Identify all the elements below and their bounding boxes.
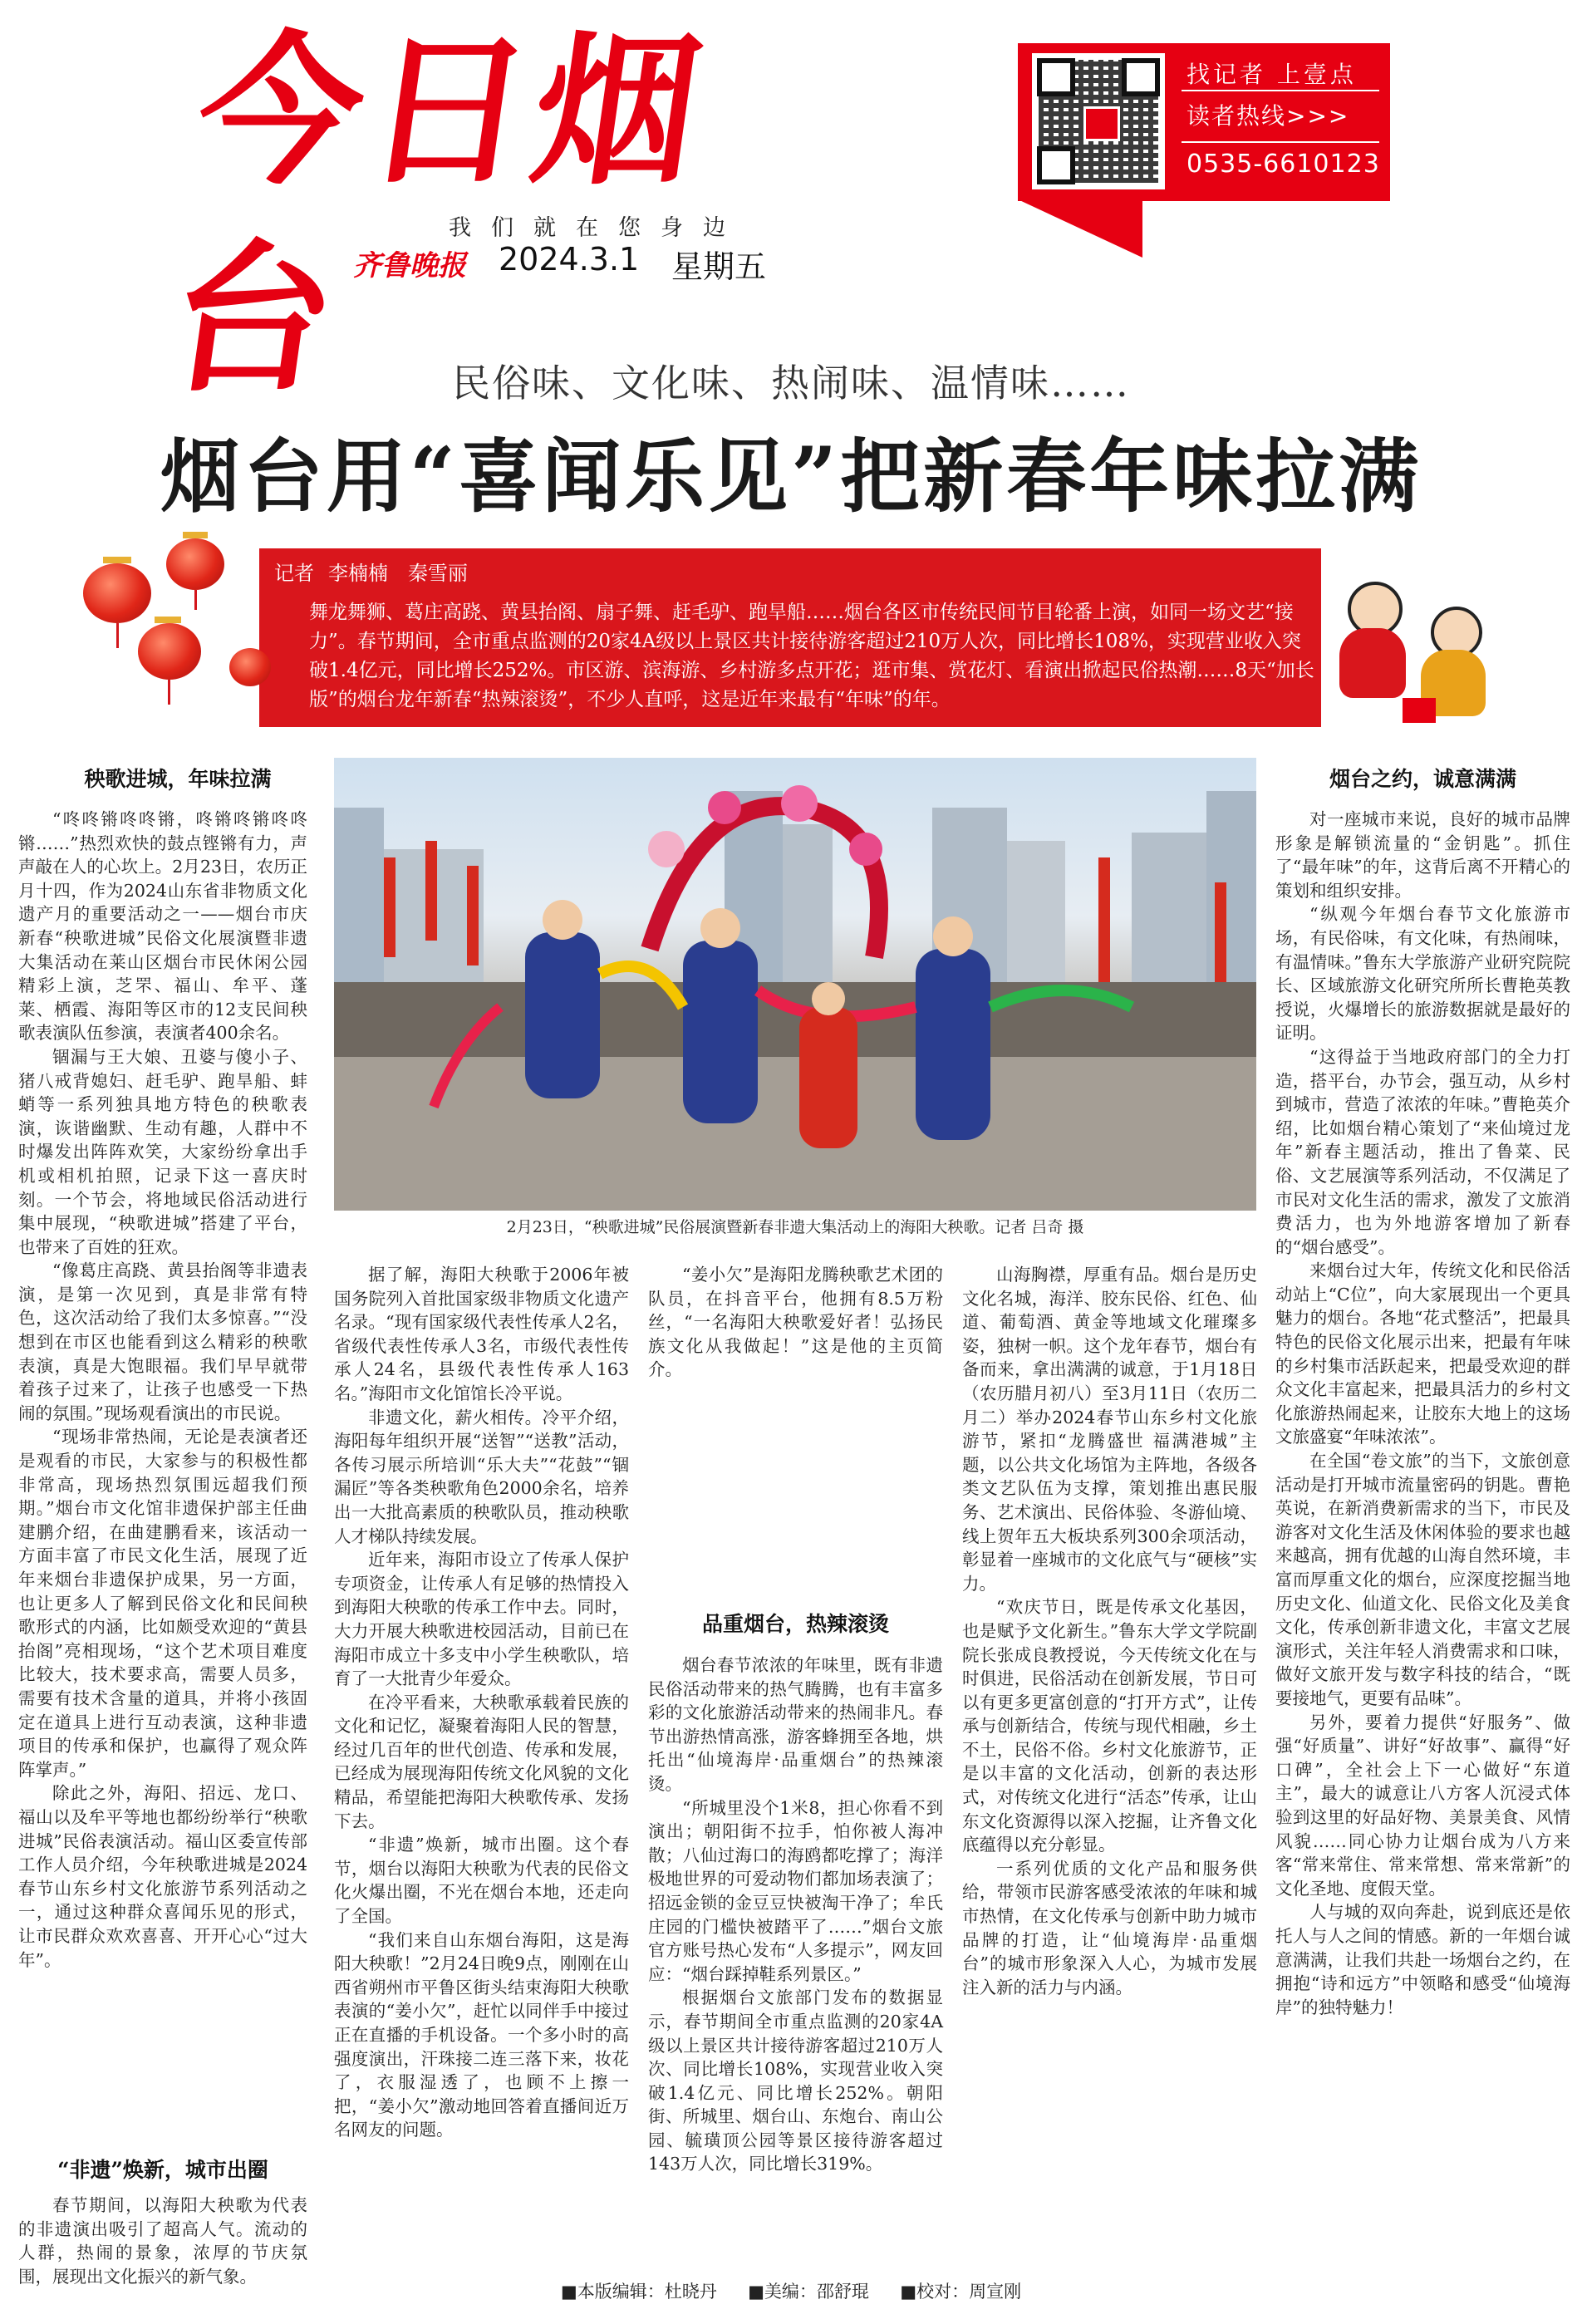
section-heading-pinzhong: 品重烟台，热辣滚烫 — [701, 1612, 889, 1636]
paragraph: “姜小欠”是海阳龙腾秧歌艺术团的队员，在抖音平台，他拥有8.5万粉丝，“一名海阳大秧歌爱好者！弘扬民族文化从我做起！”这是他的主页简介。 — [648, 1265, 943, 1380]
reporter-names: 李楠楠 秦雪丽 — [328, 562, 468, 585]
photo-caption: 2月23日，“秧歌进城”民俗展演暨新春非遗大集活动上的海阳大秧歌。记者 吕奇 摄 — [506, 1218, 1084, 1236]
paragraph: 烟台春节浓浓的年味里，既有非遗民俗活动带来的热气腾腾，也有丰富多彩的文化旅游活动带来的热闹非凡。春节出游热情高涨，游客蜂拥至各地，烘托出“仙境海岸·品重烟台”的热辣滚烫。 — [648, 1655, 943, 1794]
article-kicker: 民俗味、文化味、热闹味、温情味…… — [452, 361, 1130, 405]
paragraph: 近年来，海阳市设立了传承人保护专项资金，让传承人有足够的热情投入到海阳大秧歌的传承工作中去。同时，大力开展大秧歌进校园活动，目前已在海阳市成立十多支中小学生秧歌队，培育了一大批青少年爱众。 — [334, 1550, 629, 1689]
section-body-feiyi-cont — [648, 1263, 943, 1587]
hotline-reporter: 找记者 上壹点 — [1186, 61, 1357, 88]
section-body-yangge — [18, 808, 307, 2108]
masthead-slogan: 我们就在您身边 — [449, 215, 745, 241]
paragraph: 一系列优质的文化产品和服务供给，带领市民游客感受浓浓的年味和城市热情，在文化传承与创新中助力城市品牌的打造，让“仙境海岸·品重烟台”的城市形象深入人心，为城市发展注入新的活力与内涵。 — [962, 1858, 1257, 1997]
paragraph: 除此之外，海阳、招远、龙口、福山以及牟平等地也都纷纷举行“秧歌进城”民俗表演活动。福山区委宣传部工作人员介绍，今年秧歌进城是2024春节山东乡村文化旅游节系列活动之一，通过这种群众喜闻乐见的形式，让市民群众欢欢喜喜、开开心心“过大年”。 — [18, 1783, 307, 1970]
footer-designer: ■美编：邵舒琨 — [748, 2282, 869, 2302]
paragraph: 锢漏与王大娘、丑婆与傻小子、猪八戒背媳妇、赶毛驴、跑旱船、蚌蛸等一系列独具地方特色的秧歌表演，诙谐幽默、生动有趣，人群中不时爆发出阵阵欢笑，大家纷纷拿出手机或相机拍照，记录下这一喜庆时刻。一个节会，将地域民俗活动进行集中展现，“秧歌进城”搭建了平台，也带来了百姓的狂欢。 — [18, 1046, 307, 1257]
paragraph: “欢庆节日，既是传承文化基因，也是赋予文化新生。”鲁东大学文学院副院长张成良教授说，今天传统文化在与时俱进，民俗活动在创新发展，节日可以有更多更富创意的“打开方式”，让传承与创新结合，传统与现代相融，乡土不土，民俗不俗。乡村文化旅游节，正是以丰富的文化活动，创新的表达形式，对传统文化进行“活态”传承，让山东文化资源得以深入挖掘，让齐鲁文化底蕴得以充分彰显。 — [962, 1597, 1257, 1855]
hotline-divider — [1182, 90, 1379, 91]
paper-name: 齐鲁晚报 — [353, 249, 466, 283]
section-heading-yanzhiyue: 烟台之约，诚意满满 — [1329, 767, 1516, 791]
section-body-feiyi-start — [18, 2194, 307, 2287]
new-year-kids-decoration-icon — [1323, 573, 1514, 731]
hotline-box-tail — [1018, 199, 1142, 258]
issue-date: 2024.3.1 — [499, 241, 640, 278]
section-heading-yangge: 秧歌进城，年味拉满 — [84, 767, 272, 791]
qr-code-icon[interactable] — [1032, 53, 1165, 189]
paragraph: 来烟台过大年，传统文化和民俗活动站上“C位”，向大家展现出一个更具魅力的烟台。各地“花式整活”，把最具特色的民俗文化展示出来，把最有年味的乡村集市活跃起来，把最受欢迎的群众文化丰富起来，把最具活力的乡村文化旅游热闹起来，让胶东大地上的这场文旅盛宴“年味浓浓”。 — [1275, 1260, 1570, 1447]
issue-weekday: 星期五 — [671, 248, 767, 285]
reporter-label: 记者 — [274, 562, 314, 585]
paragraph: “纵观今年烟台春节文化旅游市场，有民俗味，有文化味，有热闹味，有温情味。”鲁东大学旅游产业研究院院长、区域旅游文化研究所所长曹艳英教授说，火爆增长的旅游数据就是最好的证明。 — [1275, 904, 1570, 1044]
paragraph: 春节期间，以海阳大秧歌为代表的非遗演出吸引了超高人气。流动的人群，热闹的景象，浓厚的节庆氛围，展现出文化振兴的新气象。 — [18, 2195, 307, 2287]
paragraph: “非遗”焕新，城市出圈。这个春节，烟台以海阳大秧歌为代表的民俗文化火爆出圈，不光在烟台本地，还走向了全国。 — [334, 1835, 629, 1927]
paragraph: “咚咚锵咚咚锵，咚锵咚锵咚咚锵……”热烈欢快的鼓点铿锵有力，声声敲在人的心坎上。2月23日，农历正月十四，作为2024山东省非物质文化遗产月的重要活动之一——烟台市庆新春“秧歌进城”民俗文化展演暨非遗大集活动在莱山区烟台市民休闲公园精彩上演，芝罘、福山、牟平、蓬莱、栖霞、海阳等区市的12支民间秧歌表演队伍参演，表演者400余名。 — [18, 809, 307, 1044]
section-body-pinzhong — [648, 1653, 943, 2227]
photo-yangge-performance — [334, 758, 1256, 1211]
paragraph: 根据烟台文旅部门发布的数据显示，春节期间全市重点监测的20家4A级以上景区共计接待游客超过210万人次、同比增长108%，实现营业收入突破1.4亿元、同比增长252%。朝阳街、所城里、烟台山、东炮台、南山公园、毓璜顶公园等景区接待游客超过143万人次，同比增长319%。 — [648, 1987, 943, 2174]
section-body-pinzhong-cont — [962, 1263, 1257, 2227]
paragraph: “这得益于当地政府部门的全力打造，搭平台，办节会，强互动，从乡村到城市，营造了浓浓的年味。”曹艳英介绍，比如烟台精心策划了“来仙境过龙年”新春主题活动，推出了鲁菜、民俗、文艺展演等系列活动，不仅满足了市民对文化生活的需求，激发了文旅消费活力，也为外地游客增加了新春的“烟台感受”。 — [1275, 1046, 1570, 1257]
article-lead: 舞龙舞狮、葛庄高跷、黄县抬阁、扇子舞、赶毛驴、跑旱船……烟台各区市传统民间节目轮番上演，如同一场文艺“接力”。春节期间，全市重点监测的20家4A级以上景区共计接待游客超过210万人次，同比增长108%，实现营业收入突破1.4亿元，同比增长252%。市区游、滨海游、乡村游多点开花；逛市集、赏花灯、看演出掀起民俗热潮……8天“加长版”的烟台龙年新春“热辣滚烫”，不少人直呼，这是近年来最有“年味”的年。 — [309, 602, 1314, 710]
paragraph: “现场非常热闹，无论是表演者还是观看的市民，大家参与的积极性都非常高，现场热烈氛围远超我们预期。”烟台市文化馆非遗保护部主任曲建鹏介绍，在曲建鹏看来，该活动一方面丰富了市民文化生活，展现了近年来烟台非遗保护成果，另一方面，也让更多人了解到民俗文化和民间秧歌形式的内涵，比如颇受欢迎的“黄县抬阁”亮相现场，“这个艺术项目难度比较大，技术要求高，需要人员多，需要有技术含量的道具，并将小孩固定在道具上进行互动表演，这种非遗项目的传承和保护，也赢得了观众阵阵掌声。” — [18, 1427, 307, 1780]
paragraph: “像葛庄高跷、黄县抬阁等非遗表演，是第一次见到，真是非常有特色，这次活动给了我们太多惊喜。”“没想到在市区也能看到这么精彩的秧歌表演，真是大饱眼福。我们早早就带着孩子过来了，让孩子也感受一下热闹的氛围。”现场观看演出的市民说。 — [18, 1260, 307, 1423]
footer-editor: ■本版编辑：杜晓丹 — [560, 2282, 717, 2302]
section-heading-feiyi: “非遗”焕新，城市出圈 — [57, 2158, 268, 2182]
paragraph: 据了解，海阳大秧歌于2006年被国务院列入首批国家级非物质文化遗产名录。“现有国家级代表性传承人2名，省级代表性传承人3名，市级代表性传承人24名，县级代表性传承人163名。”海阳市文化馆馆长冷平说。 — [334, 1265, 629, 1403]
paragraph: 在冷平看来，大秧歌承载着民族的文化和记忆，凝聚着海阳人民的智慧，经过几百年的世代创造、传承和发展，已经成为展现海阳传统文化风貌的文化精品，希望能把海阳大秧歌传承、发扬下去。 — [334, 1692, 629, 1831]
section-body-yanzhiyue — [1275, 808, 1570, 2228]
masthead-title: 今日烟台 — [156, 17, 717, 415]
paragraph: 山海胸襟，厚重有品。烟台是历史文化名城，海洋、胶东民俗、红色、仙道、葡萄酒、黄金等地域文化璀璨多姿，独树一帜。这个龙年春节，烟台有备而来，拿出满满的诚意，于1月18日（农历腊月初八）至3月11日（农历二月二）举办2024春节山东乡村文化旅游节，紧扣“龙腾盛世 福满港城”主题，以公共文化场馆为主阵地，各级各类文艺队伍为支撑，策划推出惠民服务、艺术演出、民俗体验、冬游仙境、线上贺年五大板块系列300余项活动，彰显着一座城市的文化底气与“硬核”实力。 — [962, 1265, 1257, 1594]
paragraph: 对一座城市来说，良好的城市品牌形象是解锁流量的“金钥匙”。抓住了“最年味”的年，这背后离不开精心的策划和组织安排。 — [1275, 809, 1570, 901]
lantern-decoration-icon — [66, 523, 266, 731]
paragraph: 另外，要着力提供“好服务”、做强“好质量”、讲好“好故事”、赢得“好口碑”，全社会上下一心做好“东道主”，最大的诚意让八方客人沉浸式体验到这里的好品好物、美景美食、风情风貌……同心协力让烟台成为八方来客“常来常住、常来常想、常来常新”的文化圣地、度假天堂。 — [1275, 1712, 1570, 1899]
hotline-label: 读者热线>>> — [1186, 102, 1350, 130]
hotline-divider — [1182, 141, 1379, 143]
paragraph: 在全国“卷文旅”的当下，文旅创意活动是打开城市流量密码的钥匙。曹艳英说，在新消费新需求的当下，市民及游客对文化生活及休闲体验的要求也越来越高，拥有优越的山海自然环境，丰富而厚重文化的烟台，应深度挖掘当地历史文化、仙道文化、民俗文化及美食文化，传承创新非遗文化，丰富文艺展演形式，关注年轻人消费需求和口味，做好文旅开发与数字科技的结合，“既要接地气，更要有品味”。 — [1275, 1451, 1570, 1708]
hotline-phone[interactable]: 0535-6610123 — [1186, 150, 1380, 179]
footer-proof: ■校对：周宣刚 — [900, 2282, 1022, 2302]
paragraph: 人与城的双向奔赴，说到底还是依托人与人之间的情感。新的一年烟台诚意满满，让我们共赴一场烟台之约，在拥抱“诗和远方”中领略和感受“仙境海岸”的独特魅力！ — [1275, 1902, 1570, 2017]
paragraph: “我们来自山东烟台海阳，这是海阳大秧歌！”2月24日晚9点，刚刚在山西省朔州市平鲁区街头结束海阳大秧歌表演的“姜小欠”，赶忙以同伴手中接过正在直播的手机设备。一个多小时的高强度演出，汗珠接二连三落下来，妆花了，衣服湿透了，也顾不上擦一把，“姜小欠”激动地回答着直播间近万名网友的问题。 — [334, 1929, 629, 2140]
footer-credits — [0, 2278, 1582, 2303]
paragraph: 非遗文化，薪火相传。冷平介绍，海阳每年组织开展“送智”“送教”活动，各传习展示所培训“乐大夫”“花鼓”“锢漏匠”等各类秧歌角色2000余名，培养出一大批高素质的秧歌队员，推动秧歌人才梯队持续发展。 — [334, 1407, 629, 1546]
article-headline: 烟台用“喜闻乐见”把新春年味拉满 — [160, 430, 1422, 523]
paragraph: “所城里没个1米8，担心你看不到演出；朝阳街不拉手，怕你被人海冲散；八仙过海口的海鸥都吃撑了；海洋极地世界的可爱动物们都加场表演了；招远金锁的金豆豆快被淘干净了；牟氏庄园的门槛快被踏平了……”烟台文旅官方账号热心发布“人多提示”，网友回应：“烟台踩掉鞋系列景区。” — [648, 1797, 943, 1984]
section-body-feiyi — [334, 1263, 629, 2227]
